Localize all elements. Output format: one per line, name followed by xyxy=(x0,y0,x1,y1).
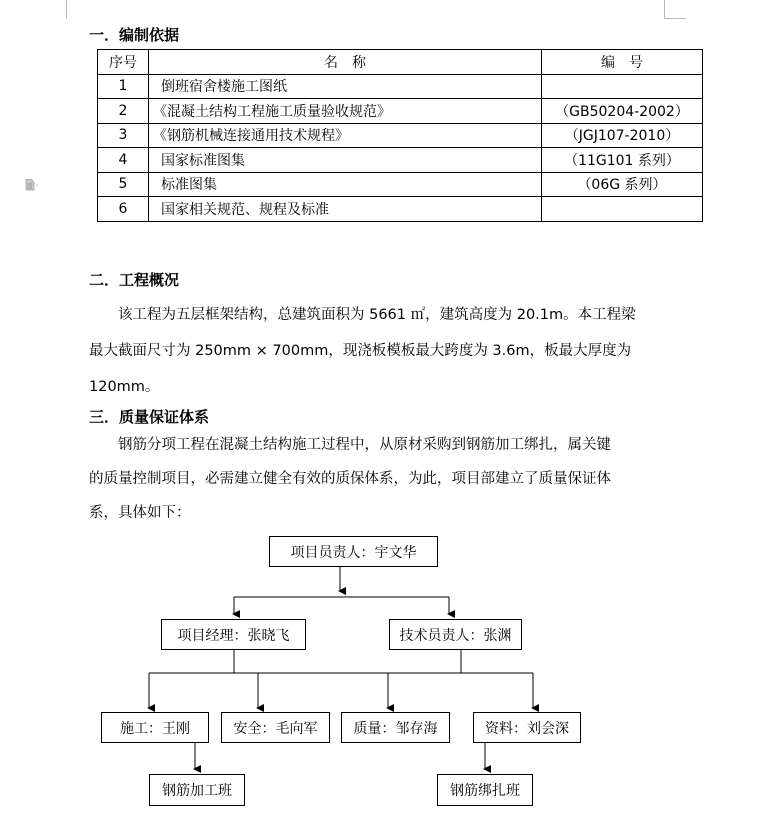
row-no: 4 xyxy=(98,148,149,173)
section1-title: 一．编制依据 xyxy=(89,26,180,44)
row-name: 《混凝土结构工程施工质量验收规范》 xyxy=(149,99,542,124)
header-no: 序号 xyxy=(98,50,149,75)
row-name: 倒班宿舍楼施工图纸 xyxy=(149,74,542,99)
row-no: 6 xyxy=(98,197,149,222)
row-name: 国家标准图集 xyxy=(149,148,542,173)
row-name: 国家相关规范、规程及标准 xyxy=(149,197,542,222)
row-name: 标准图集 xyxy=(149,172,542,197)
org-node-project-leader: 项目员责人：宇文华 xyxy=(269,536,438,567)
section3-title: 三．质量保证体系 xyxy=(89,408,210,426)
org-node-records: 资料：刘会深 xyxy=(473,712,581,743)
org-node-construction: 施工：王刚 xyxy=(101,712,209,743)
section2-title: 二．工程概况 xyxy=(89,271,180,289)
row-code: （06G 系列） xyxy=(542,172,703,197)
row-code: （11G101 系列） xyxy=(542,148,703,173)
header-name: 名 称 xyxy=(149,50,542,75)
row-code: （JGJ107-2010） xyxy=(542,123,703,148)
row-name: 《钢筋机械连接通用技术规程》 xyxy=(149,123,542,148)
row-code: （GB50204-2002） xyxy=(542,99,703,124)
org-node-quality: 质量：邹存海 xyxy=(341,712,450,743)
org-node-technical-leader: 技术员责人：张渊 xyxy=(389,619,522,650)
header-code: 编 号 xyxy=(542,50,703,75)
section3-line: 钢筋分项工程在混凝土结构施工过程中，从原材采购到钢筋加工绑扎，属关键 xyxy=(118,437,611,453)
row-no: 5 xyxy=(98,172,149,197)
section2-line: 120mm。 xyxy=(89,379,160,395)
section2-line: 该工程为五层框架结构，总建筑面积为 5661 ㎡，建筑高度为 20.1m。本工程梁 xyxy=(118,307,636,323)
org-node-rebar-binding: 钢筋绑扎班 xyxy=(437,774,533,806)
section2-line: 最大截面尺寸为 250mm × 700mm，现浇板模板最大跨度为 3.6m，板最大厚度为 xyxy=(89,343,632,359)
org-node-safety: 安全：毛向军 xyxy=(221,712,330,743)
section3-line: 系，具体如下： xyxy=(89,505,191,521)
row-no: 3 xyxy=(98,123,149,148)
org-node-project-manager: 项目经理：张晓飞 xyxy=(161,619,306,650)
section3-line: 的质量控制项目，必需建立健全有效的质保体系，为此，项目部建立了质量保证体 xyxy=(89,471,611,487)
row-no: 1 xyxy=(98,74,149,99)
row-no: 2 xyxy=(98,99,149,124)
org-node-rebar-processing: 钢筋加工班 xyxy=(149,774,245,806)
